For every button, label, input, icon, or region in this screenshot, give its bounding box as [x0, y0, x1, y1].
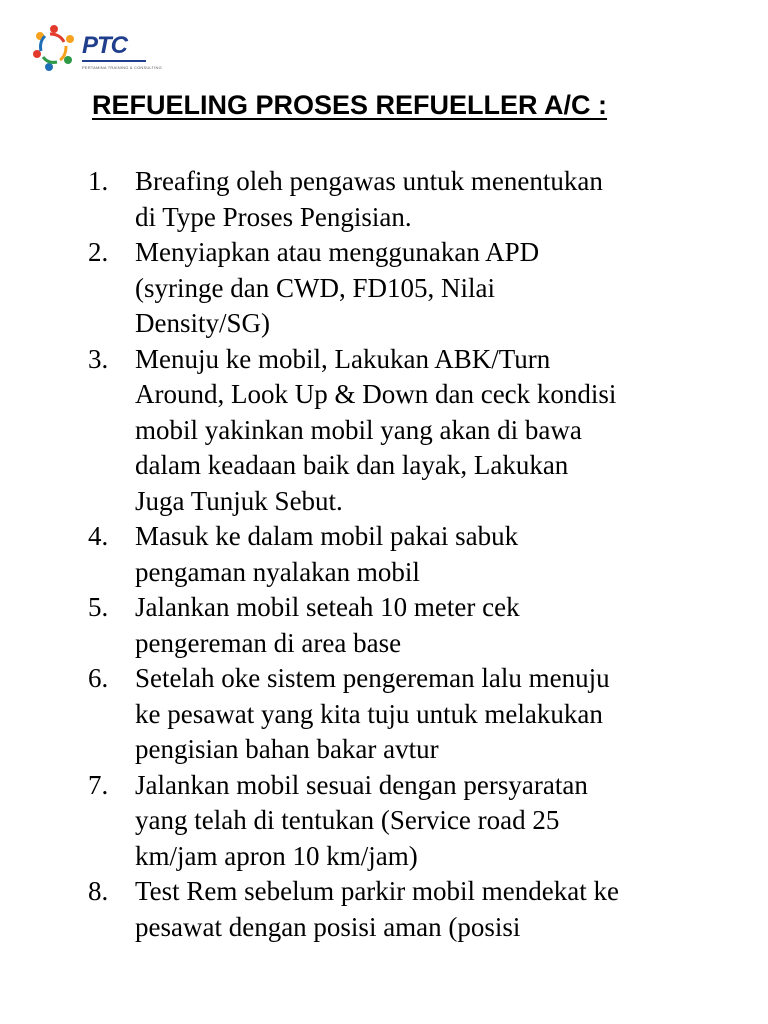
logo-dot-green: [64, 56, 72, 64]
list-item: [88, 874, 688, 945]
step-text: Menuju ke mobil, Lakukan ABK/Turn Around, Look Up & Down dan ceck kondisi mobil yakinkan mobil yang akan di bawa dalam keadaan baik dan layak, Lakukan Juga Tunjuk Sebut.: [135, 343, 617, 516]
step-text: Jalankan mobil seteah 10 meter cek pengereman di area base: [135, 592, 520, 658]
steps-list: [88, 164, 688, 945]
step-text: Breafing oleh pengawas untuk menentukan di Type Proses Pengisian.: [135, 166, 603, 232]
step-text: Menyiapkan atau menggunakan APD (syringe dan CWD, FD105, Nilai Density/SG): [135, 237, 540, 338]
logo-dot-orange: [66, 35, 74, 43]
list-item: [88, 164, 688, 235]
list-item: [88, 342, 688, 520]
step-text: Jalankan mobil sesuai dengan persyaratan yang telah di tentukan (Service road 25 km/jam apron 10 km/jam): [135, 769, 588, 871]
step-number: 3.: [88, 343, 109, 374]
step-number: 6.: [88, 663, 109, 693]
step-number: 5.: [88, 592, 109, 622]
step-number: 7.: [88, 769, 109, 800]
list-item: [88, 519, 688, 590]
logo-dot-red: [50, 25, 58, 33]
logo-dot-blue: [45, 63, 53, 71]
logo-wordmark: PTC: [82, 32, 127, 59]
list-item: [88, 235, 688, 342]
step-number: 8.: [88, 876, 109, 906]
step-number: 1.: [88, 166, 109, 196]
list-item: [88, 768, 688, 875]
list-item: [88, 661, 688, 768]
step-number: 4.: [88, 521, 109, 551]
ptc-logo-emblem-icon: [32, 20, 82, 76]
step-text: Masuk ke dalam mobil pakai sabuk pengaman nyalakan mobil: [135, 521, 519, 587]
step-text: Test Rem sebelum parkir mobil mendekat ke pesawat dengan posisi aman (posisi: [135, 876, 619, 942]
ptc-logo: [32, 20, 162, 76]
logo-tagline: PERTAMINA TRAINING & CONSULTING: [82, 65, 162, 70]
step-text: Setelah oke sistem pengereman lalu menuju ke pesawat yang kita tuju untuk melakukan pengisian bahan bakar avtur: [135, 663, 610, 764]
list-item: [88, 590, 688, 661]
step-number: 2.: [88, 237, 109, 267]
page-title: REFUELING PROSES REFUELLER A/C :: [92, 90, 608, 120]
logo-underline: [82, 60, 146, 62]
